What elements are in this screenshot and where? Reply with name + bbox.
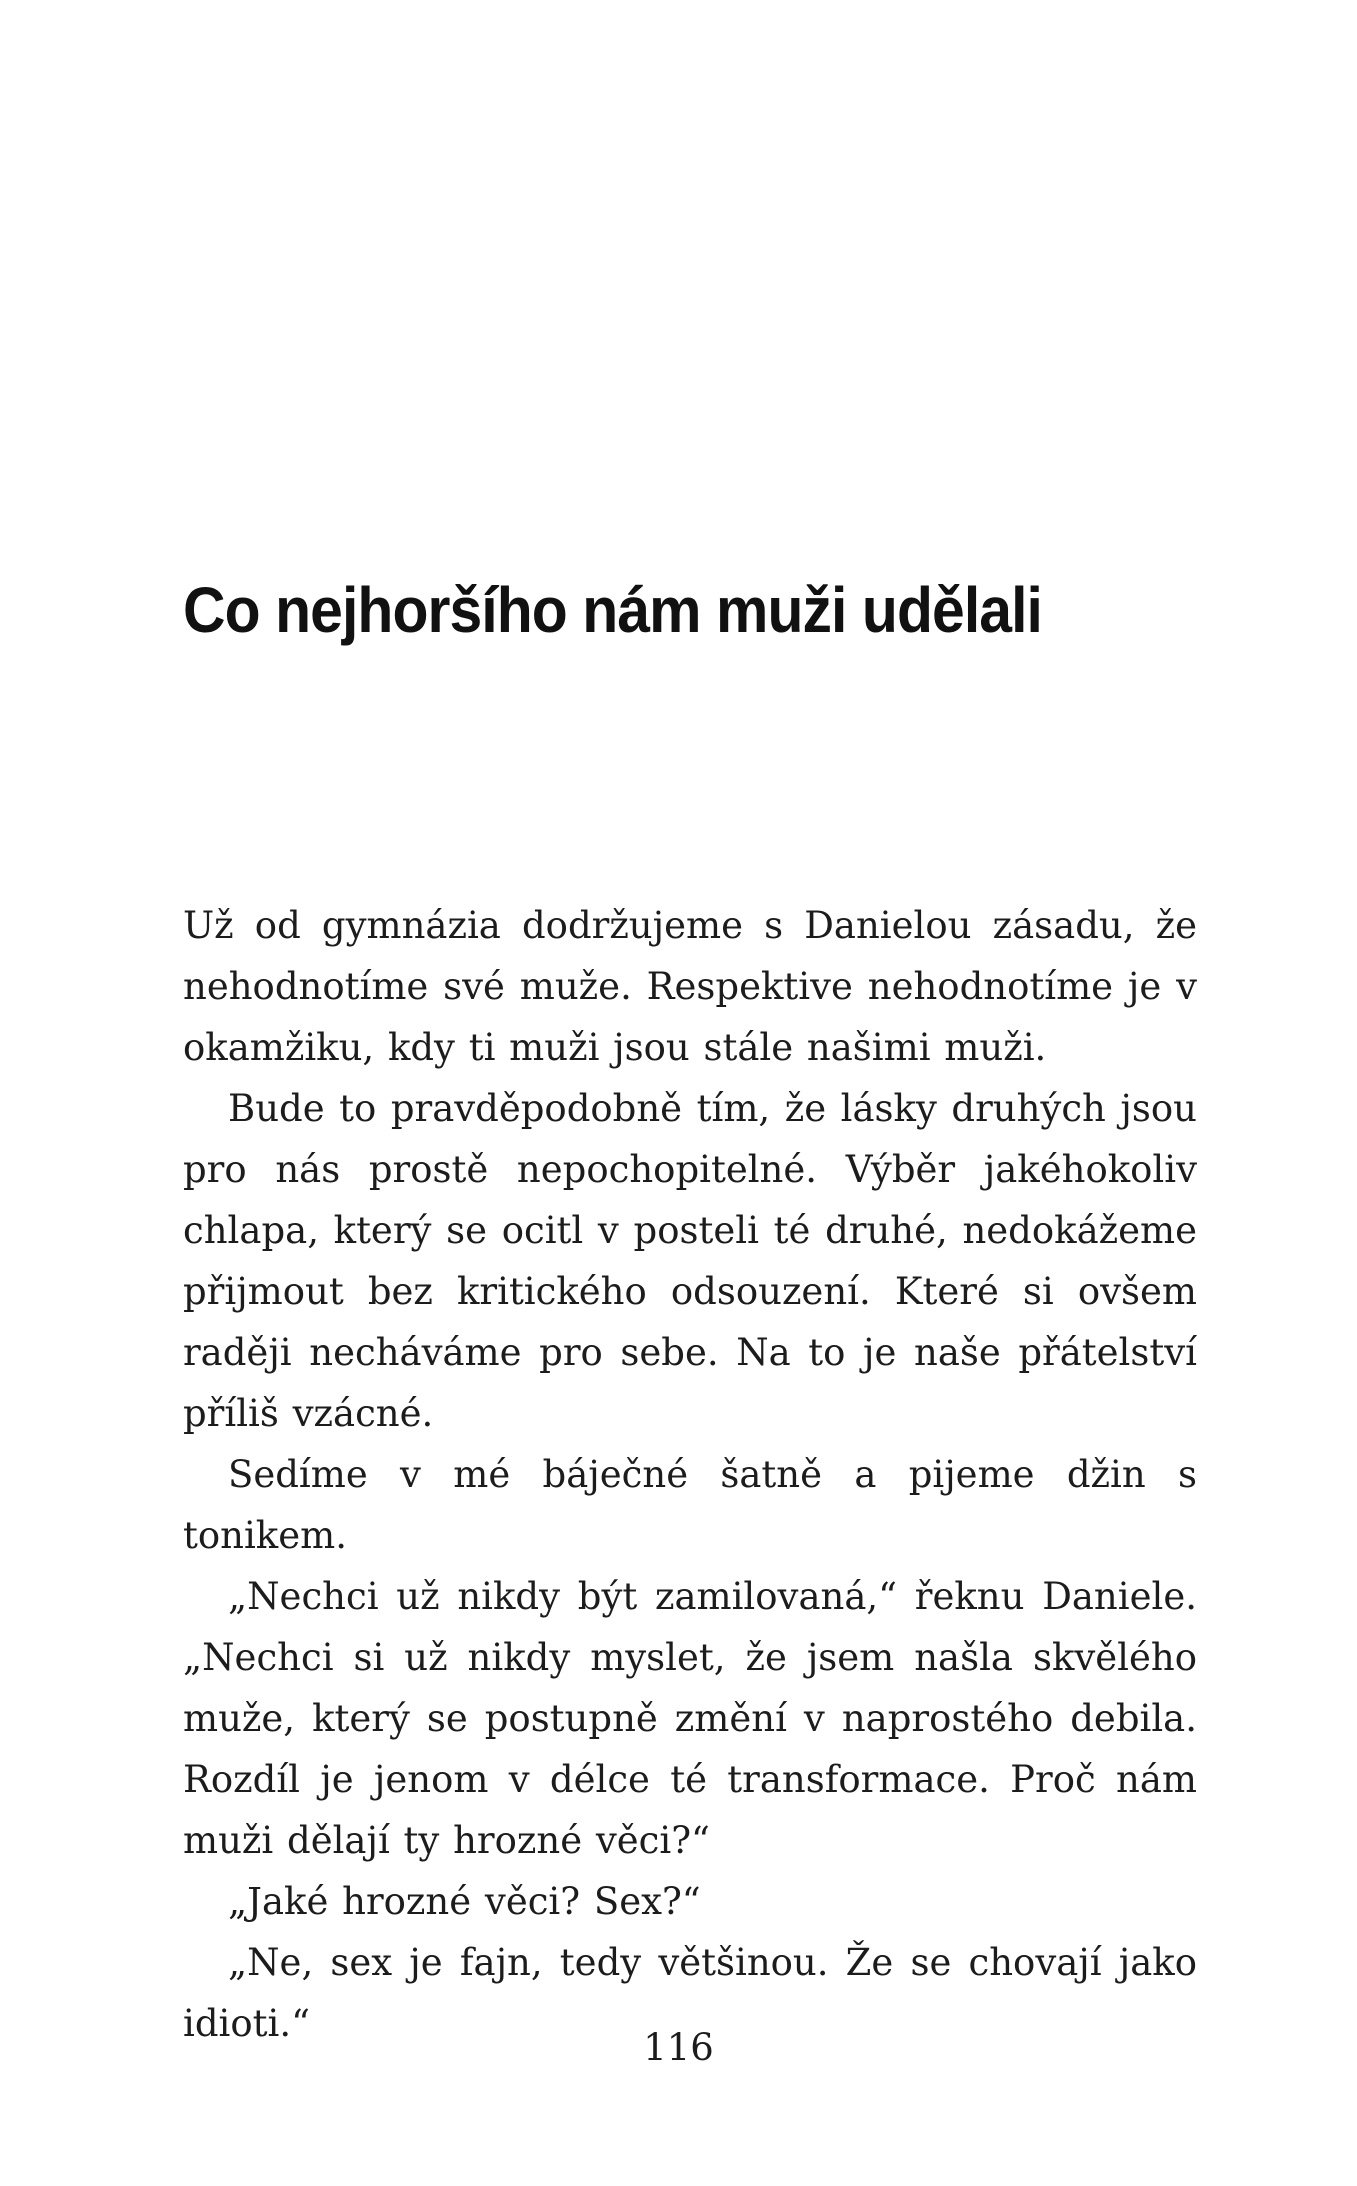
body-text — [183, 895, 1197, 2054]
paragraph: „Ne, sex je fajn, tedy většinou. Že se chovají jako idioti.“ — [183, 1941, 1197, 2045]
paragraph: Bude to pravděpodobně tím, že lásky druhých jsou pro nás prostě nepochopitelné. Výběr jakéhokoliv chlapa, který se ocitl v posteli té druhé, nedokážeme přijmout bez kritického odsouzení. Které si ovšem raději necháváme pro sebe. Na to je naše přátelství příliš vzácné. — [183, 1087, 1197, 1435]
paragraph: „Nechci už nikdy být zamilovaná,“ řeknu Daniele. „Nechci si už nikdy myslet, že jsem našla skvělého muže, který se postupně změní v naprostého debila. Rozdíl je jenom v délce té transformace. Proč nám muži dělají ty hrozné věci?“ — [183, 1575, 1197, 1862]
paragraph: Už od gymnázia dodržujeme s Danielou zásadu, že nehodnotíme své muže. Respektive nehodnotíme je v okamžiku, kdy ti muži jsou stále našimi muži. — [183, 904, 1197, 1069]
page-number: 116 — [643, 2026, 714, 2069]
paragraph: „Jaké hrozné věci? Sex?“ — [228, 1880, 701, 1923]
chapter-title: Co nejhoršího nám muži udělali — [183, 574, 1042, 646]
paragraph: Sedíme v mé báječné šatně a pijeme džin s tonikem. — [183, 1453, 1197, 1557]
